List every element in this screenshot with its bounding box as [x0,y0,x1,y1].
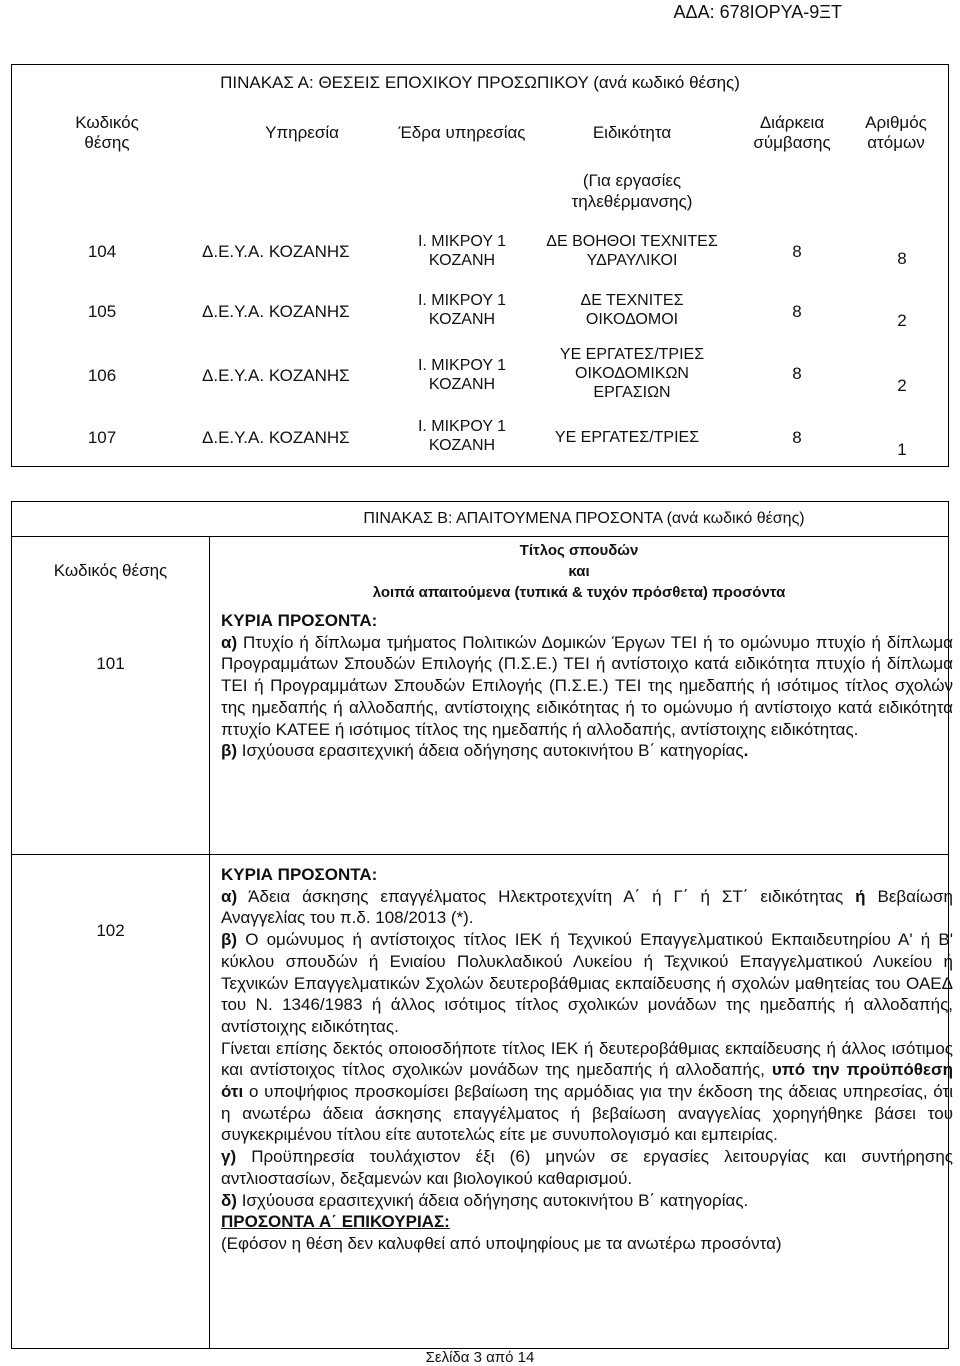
row-102-aux-text: (Εφόσον η θέση δεν καλυφθεί από υποψηφίους με τα ανωτέρω προσόντα) [221,1233,782,1253]
row-107-count: 1 [897,440,907,459]
row-107-specialty: ΥΕ ΕΡΓΑΤΕΣ/ΤΡΙΕΣ [554,429,700,446]
ada-label: ΑΔΑ: 678ΙΟΡΥΑ-9ΞΤ [673,2,842,22]
row-107-location: Ι. ΜΙΚΡΟΥ 1 ΚΟΖΑΝΗ [417,418,507,454]
table-a-title: ΠΙΝΑΚΑΣ Α: ΘΕΣΕΙΣ ΕΠΟΧΙΚΟΥ ΠΡΟΣΩΠΙΚΟΥ (ανά κωδικό θέσης) [220,73,740,92]
table-b [11,501,953,1349]
row-105-duration: 8 [792,302,802,321]
row-102-extra: Γίνεται επίσης δεκτός οποιοσδήποτε τίτλος ΙΕΚ ή δευτεροβάθμιας εκπαίδευσης ή άλλος ισότιμος και αντίστοιχος τίτλος σχολικών μονάδων της ημεδαπής ή αλλοδαπής, υπό την προϋπόθεση ότι ο υποψήφιος προσκομίσει βεβαίωση της αρμόδιας για την έκδοση της άδειας υπηρεσίας, ότι η ανωτέρω άδεια άσκησης επαγγέλματος ή βεβαίωση αναγγελίας χορηγήθηκε βάσει του συγκεκριμένου τίτλου είτε αυτοτελώς είτε με συνυπολογισμό και εμπειρίας. [221,1038,953,1145]
row-102-aux-heading: ΠΡΟΣΟΝΤΑ Α΄ ΕΠΙΚΟΥΡΙΑΣ: [221,1212,450,1232]
row-101-item-b: β) Ισχύουσα ερασιτεχνική άδεια οδήγησης αυτοκινήτου Β΄ κατηγορίας. [221,741,749,761]
col-code-header: Κωδικός θέσης [53,561,168,580]
row-107-duration: 8 [792,428,802,447]
page-footer: Σελίδα 3 από 14 [425,1349,535,1366]
row-102-item-d: δ) Ισχύουσα ερασιτεχνική άδεια οδήγησης αυτοκινήτου Β΄ κατηγορίας. [221,1190,749,1210]
header-duration: Διάρκεια σύμβασης [753,113,831,152]
row-102-item-c: γ) Προϋπηρεσία τουλάχιστον έξι (6) μηνών σε εργασίες λειτουργίας και συντήρησης αντλιοστασίων, δεξαμενών και βιολογικού καθαρισμού. [221,1147,953,1188]
specialty-note: (Για εργασίες τηλεθέρμανσης) [571,171,693,211]
header-code: Κωδικός θέσης [75,113,139,152]
row-107-service: Δ.Ε.Υ.Α. ΚΟΖΑΝΗΣ [202,428,350,447]
row-102-qualifications [221,864,953,1255]
row-105-specialty: ΔΕ ΤΕΧΝΙΤΕΣ ΟΙΚΟΔΟΜΟΙ [580,292,684,328]
column-divider [209,536,210,1348]
row-106-duration: 8 [792,364,802,383]
row-divider [12,854,948,855]
row-105-location: Ι. ΜΙΚΡΟΥ 1 ΚΟΖΑΝΗ [417,292,507,328]
row-106-location: Ι. ΜΙΚΡΟΥ 1 ΚΟΖΑΝΗ [417,357,507,393]
col-qualifications-header: Τίτλος σπουδών και λοιπά απαιτούμενα (τυπικά & τυχόν πρόσθετα) προσόντα [372,542,786,601]
row-102-item-a: α) Άδεια άσκησης επαγγέλματος Ηλεκτροτεχνίτη Α΄ ή Γ΄ ή ΣΤ΄ ειδικότητας ή Βεβαίωση Αναγγελίας του π.δ. 108/2013 (*). [221,886,953,928]
row-104-specialty: ΔΕ ΒΟΗΘΟΙ ΤΕΧΝΙΤΕΣ ΥΔΡΑΥΛΙΚΟΙ [546,233,718,269]
row-104-location: Ι. ΜΙΚΡΟΥ 1 ΚΟΖΑΝΗ [417,233,507,269]
row-105-code: 105 [87,302,117,321]
row-101-item-a: α) Πτυχίο ή δίπλωμα τμήματος Πολιτικών Δομικών Έργων ΤΕΙ ή το ομώνυμο πτυχίο ή δίπλωμα Προγραμμάτων Σπουδών Επιλογής (Π.Σ.Ε.) ΤΕΙ ή αντίστοιχο κατά ειδικότητα πτυχίο ή δίπλωμα ΤΕΙ ή Προγραμμάτων Σπουδών Επιλογής (Π.Σ.Ε.) ΤΕΙ της ημεδαπής ή ισότιμος τίτλος σχολών της ημεδαπής ή αλλοδαπής, αντίστοιχης ειδικότητας ή το ομώνυμο ή αντίστοιχο κατά ειδικότητα πτυχίο ΚΑΤΕΕ ή ισότιμος τίτλος της ημεδαπής ή αλλοδαπής, αντίστοιχης ειδικότητας. [221,632,953,739]
header-count: Αριθμός ατόμων [865,113,927,152]
row-104-service: Δ.Ε.Υ.Α. ΚΟΖΑΝΗΣ [202,242,350,261]
row-101-code: 101 [96,654,125,673]
row-104-duration: 8 [792,242,802,261]
row-101-qualifications [221,610,953,762]
header-specialty: Ειδικότητα [592,123,672,142]
row-102-item-b: β) Ο ομώνυμος ή αντίστοιχος τίτλος ΙΕΚ ή Τεχνικού Επαγγελματικού Εκπαιδευτηρίου Α' ή Β' κύκλου σπουδών ή Ενιαίου Πολυκλαδικού Λυκείου ή Τεχνικού Επαγγελματικού Λυκείου ή Τεχνικών Επαγγελματικών Σχολών δευτεροβάθμιας εκπαίδευσης ή σχολών μαθητείας του ΟΑΕΔ του Ν. 1346/1983 ή άλλος ισότιμος τίτλος σχολικών μονάδων της ημεδαπής ή αλλοδαπής, αντίστοιχης ειδικότητας. [221,930,953,1036]
row-106-specialty: ΥΕ ΕΡΓΑΤΕΣ/ΤΡΙΕΣ ΟΙΚΟΔΟΜΙΚΩΝ ΕΡΓΑΣΙΩΝ [559,346,705,401]
row-105-service: Δ.Ε.Υ.Α. ΚΟΖΑΝΗΣ [202,302,350,321]
row-106-count: 2 [897,376,907,395]
row-101-heading: ΚΥΡΙΑ ΠΡΟΣΟΝΤΑ: [221,611,378,630]
row-102-heading: ΚΥΡΙΑ ΠΡΟΣΟΝΤΑ: [221,865,378,884]
header-service: Υπηρεσία [265,123,339,142]
row-106-code: 106 [87,366,117,385]
row-107-code: 107 [87,428,117,447]
row-104-count: 8 [897,249,907,268]
table-a [11,64,949,467]
row-102-code: 102 [96,921,125,940]
row-105-count: 2 [897,311,907,330]
row-104-code: 104 [87,242,117,261]
row-106-service: Δ.Ε.Υ.Α. ΚΟΖΑΝΗΣ [202,366,350,385]
table-b-title: ΠΙΝΑΚΑΣ Β: ΑΠΑΙΤΟΥΜΕΝΑ ΠΡΟΣΟΝΤΑ (ανά κωδικό θέσης) [363,510,805,527]
title-divider [12,536,948,537]
header-location: Έδρα υπηρεσίας [398,123,526,142]
